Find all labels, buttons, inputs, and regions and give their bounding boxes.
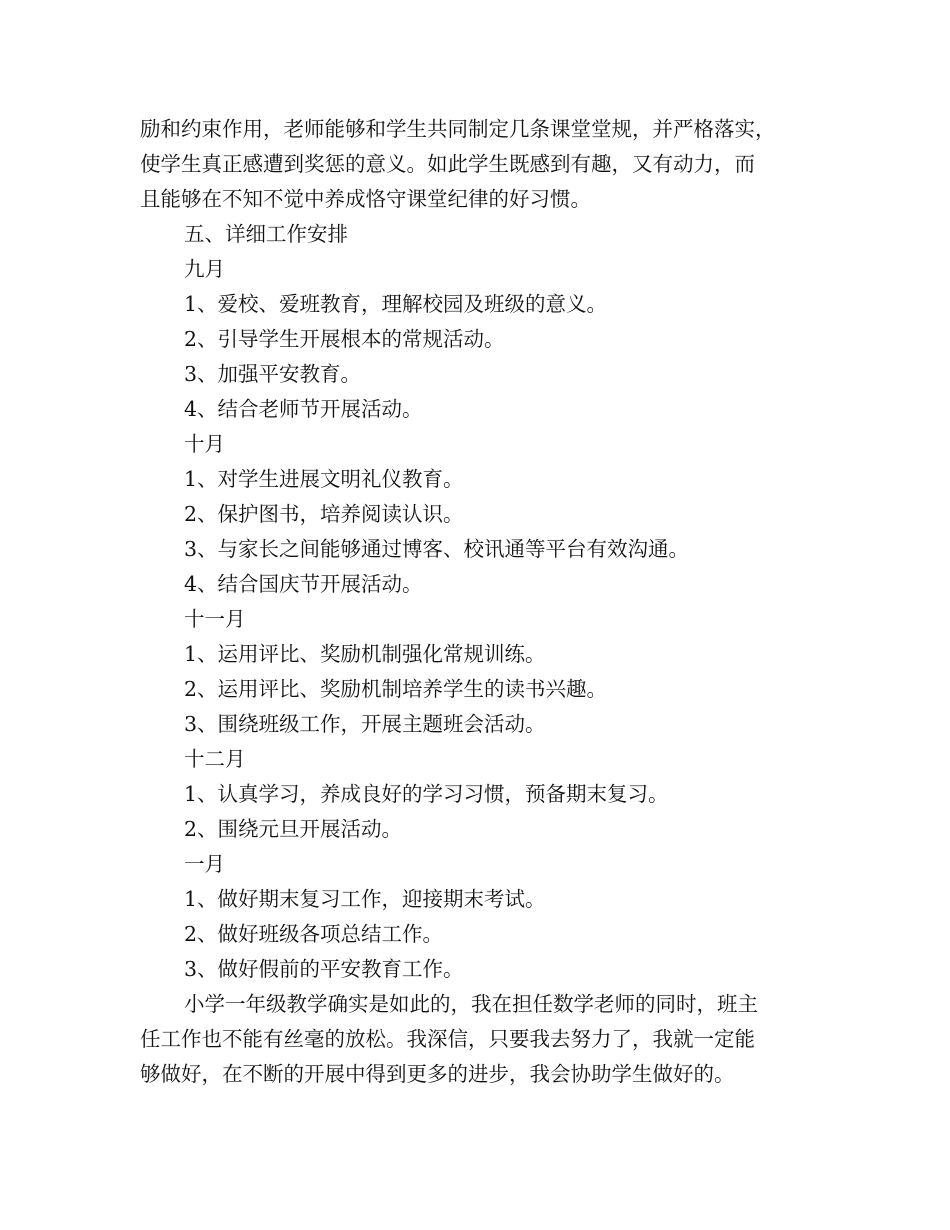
month-heading: 九月 — [184, 257, 225, 281]
list-item: 2、做好班级各项总结工作。 — [184, 922, 444, 946]
list-item: 3、与家长之间能够通过博客、校讯通等平台有效沟通。 — [184, 537, 690, 561]
month-heading: 十月 — [184, 432, 225, 456]
list-item: 1、对学生进展文明礼仪教育。 — [184, 467, 464, 491]
list-item: 1、运用评比、奖励机制强化常规训练。 — [184, 642, 546, 666]
list-item: 1、认真学习，养成良好的学习习惯，预备期末复习。 — [184, 782, 669, 806]
intro-line: 且能够在不知不觉中养成恪守课堂纪律的好习惯。 — [140, 187, 591, 211]
closing-paragraph — [140, 987, 830, 1092]
document-body — [140, 112, 830, 1092]
closing-line: 任工作也不能有丝毫的放松。我深信，只要我去努力了，我就一定能 — [140, 1027, 755, 1051]
section-heading: 五、详细工作安排 — [184, 222, 348, 246]
list-item: 2、围绕元旦开展活动。 — [184, 817, 403, 841]
list-item: 3、围绕班级工作，开展主题班会活动。 — [184, 712, 546, 736]
intro-line: 励和约束作用，老师能够和学生共同制定几条课堂堂规，并严格落实， — [140, 117, 776, 141]
intro-paragraph — [140, 112, 830, 217]
list-item: 1、做好期末复习工作，迎接期末考试。 — [184, 887, 546, 911]
closing-line: 小学一年级教学确实是如此的，我在担任数学老师的同时，班主 — [184, 992, 758, 1016]
intro-line: 使学生真正感遭到奖惩的意义。如此学生既感到有趣，又有动力，而 — [140, 152, 755, 176]
list-item: 4、结合老师节开展活动。 — [184, 397, 423, 421]
list-item: 3、做好假前的平安教育工作。 — [184, 957, 464, 981]
month-heading: 十二月 — [184, 747, 246, 771]
closing-line: 够做好，在不断的开展中得到更多的进步，我会协助学生做好的。 — [140, 1062, 735, 1086]
list-item: 1、爱校、爱班教育，理解校园及班级的意义。 — [184, 292, 608, 316]
list-item: 3、加强平安教育。 — [184, 362, 362, 386]
month-heading: 一月 — [184, 852, 225, 876]
list-item: 2、保护图书，培养阅读认识。 — [184, 502, 464, 526]
list-item: 2、运用评比、奖励机制培养学生的读书兴趣。 — [184, 677, 608, 701]
list-item: 2、引导学生开展根本的常规活动。 — [184, 327, 505, 351]
list-item: 4、结合国庆节开展活动。 — [184, 572, 423, 596]
month-heading: 十一月 — [184, 607, 246, 631]
